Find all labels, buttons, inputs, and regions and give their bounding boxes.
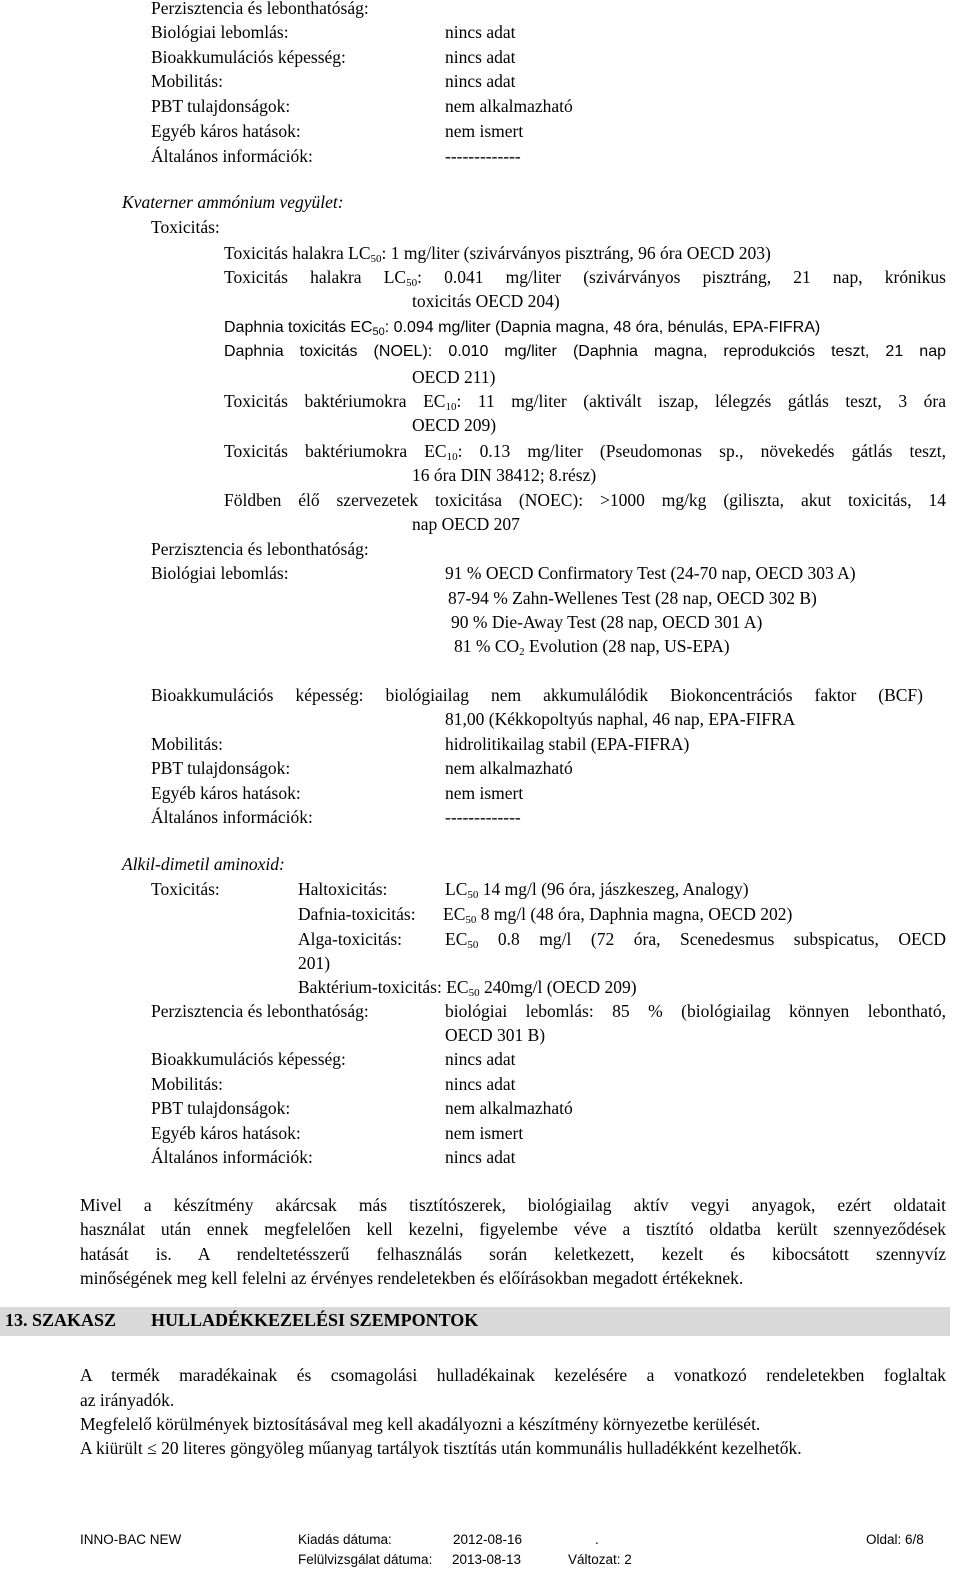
tox-line: Toxicitás baktériumokra $EC_{10}$: 0.13 mg/liter (Pseudomonas sp., növekedés gátlás teszt, <box>224 441 946 463</box>
row-value: nincs adat <box>445 47 516 67</box>
bioaccumulation-cont: 81,00 (Kékkopoltyús naphal, 46 nap, EPA-FIFRA <box>445 709 796 729</box>
persistence-value-cont: OECD 301 B) <box>445 1025 546 1045</box>
row-value: nincs adat <box>445 1147 516 1167</box>
row-value: nincs adat <box>445 22 516 42</box>
row-label: Egyéb káros hatások: <box>151 1123 301 1143</box>
footer-product: INNO-BAC NEW <box>80 1532 182 1547</box>
row-value: nem ismert <box>445 121 524 141</box>
paragraph-line: használat után ennek megfelelően kell kezelni, figyelembe véve a tisztító oldatba került szennyeződések <box>80 1219 946 1239</box>
paragraph-line: Mivel a készítmény akárcsak más tisztítószerek, biológiailag aktív vegyi anyagok, ezért oldatait <box>80 1195 946 1215</box>
row-value: nincs adat <box>445 1074 516 1094</box>
tox-sub-label: Alga-toxicitás: <box>298 929 403 949</box>
row-label: Biológiai lebomlás: <box>151 22 289 42</box>
tox-line: Földben élő szervezetek toxicitása (NOEC): >1000 mg/kg (giliszta, akut toxicitás, 14 <box>224 490 946 510</box>
tox-line-cont: nap OECD 207 <box>412 514 520 534</box>
row-value: nem alkalmazható <box>445 758 573 778</box>
footer-issue-label: Kiadás dátuma: <box>298 1532 392 1547</box>
row-label: Bioakkumulációs képesség: <box>151 47 346 67</box>
row-value: nem ismert <box>445 1123 524 1143</box>
row-label: Egyéb káros hatások: <box>151 783 301 803</box>
section-text-line: Megfelelő körülmények biztosításával meg kell akadályozni a készítmény környezetbe kerülését. <box>80 1414 761 1434</box>
tox-sub-cont: 201) <box>298 953 331 973</box>
tox-sub-label: Dafnia-toxicitás: <box>298 904 416 924</box>
row-value: ------------- <box>445 146 521 166</box>
row-label: Mobilitás: <box>151 1074 223 1094</box>
row-label: Mobilitás: <box>151 734 223 754</box>
row-value: nincs adat <box>445 71 516 91</box>
row-label: Mobilitás: <box>151 71 223 91</box>
tox-sub-value: $LC_{50}$ 14 mg/l (96 óra, jászkeszeg, Analogy) <box>445 879 749 901</box>
bio-value: 90 % Die-Away Test (28 nap, OECD 301 A) <box>451 612 763 632</box>
footer-page: Oldal: 6/8 <box>866 1532 924 1547</box>
tox-line: Daphnia toxicitás (NOEL): 0.010 mg/liter (Daphnia magna, reprodukciós teszt, 21 nap <box>224 343 946 360</box>
tox-line-cont: OECD 209) <box>412 415 497 435</box>
toxicity-label: Toxicitás: <box>151 879 220 899</box>
tox-sub-label: Haltoxicitás: <box>298 879 388 899</box>
footer-review-date: 2013-08-13 <box>452 1552 522 1567</box>
tox-line: Toxicitás halakra $LC_{50}$: 1 mg/liter (szivárványos pisztráng, 96 óra OECD 203) <box>224 243 771 265</box>
row-label: Általános információk: <box>151 146 313 166</box>
footer-review-label: Felülvizsgálat dátuma: <box>298 1552 433 1567</box>
bio-value: 81 % $CO_2$ Evolution (28 nap, US-EPA) <box>454 636 730 658</box>
section-number: 13. SZAKASZ <box>5 1310 117 1330</box>
toxicity-label: Toxicitás: <box>151 217 220 237</box>
row-label: PBT tulajdonságok: <box>151 758 291 778</box>
section-title: HULLADÉKKEZELÉSI SZEMPONTOK <box>151 1310 479 1330</box>
row-label: PBT tulajdonságok: <box>151 96 291 116</box>
substance-title: Kvaterner ammónium vegyület: <box>122 192 344 212</box>
tox-line: Daphnia toxicitás $EC_{50}$: 0.094 mg/liter (Dapnia magna, 48 óra, bénulás, EPA-FIFRA) <box>224 319 821 338</box>
section-text-line: A termék maradékainak és csomagolási hulladékainak kezelésére a vonatkozó rendeletekben foglaltak <box>80 1365 946 1385</box>
tox-sub-value: $EC_{50}$ 0.8 mg/l (72 óra, Scenedesmus subspicatus, OECD <box>445 929 946 951</box>
row-value: hidrolitikailag stabil (EPA-FIFRA) <box>445 734 690 754</box>
section-header <box>0 1307 950 1336</box>
persistence-heading: Perzisztencia és lebonthatóság: <box>151 539 369 559</box>
persistence-heading: Perzisztencia és lebonthatóság: <box>151 0 369 18</box>
tox-line: Toxicitás baktériumokra $EC_{10}$: 11 mg/liter (aktivált iszap, lélegzés gátlás teszt, 3 óra <box>224 391 946 413</box>
tox-line-cont: toxicitás OECD 204) <box>412 291 560 311</box>
persistence-label: Perzisztencia és lebonthatóság: <box>151 1001 369 1021</box>
row-value: nem alkalmazható <box>445 96 573 116</box>
paragraph-line: minőségének meg kell felelni az érvényes rendeletekben és előírásokban megadott értékeknek. <box>80 1268 744 1288</box>
tox-line-cont: OECD 211) <box>412 367 496 387</box>
row-value: nem alkalmazható <box>445 1098 573 1118</box>
row-label: Bioakkumulációs képesség: <box>151 1049 346 1069</box>
section-text-line: az irányadók. <box>80 1390 175 1410</box>
row-label: Egyéb káros hatások: <box>151 121 301 141</box>
bio-label: Biológiai lebomlás: <box>151 563 289 583</box>
footer-dot: . <box>595 1532 599 1547</box>
persistence-value: biológiai lebomlás: 85 % (biológiailag könnyen lebontható, <box>445 1001 946 1021</box>
paragraph-line: hatását is. A rendeltetésszerű felhasználás során keletkezett, kezelt és kibocsátott szennyvíz <box>80 1244 946 1264</box>
row-label: Általános információk: <box>151 807 313 827</box>
tox-sub-line: Baktérium-toxicitás: $EC_{50}$ 240mg/l (OECD 209) <box>298 977 637 999</box>
section-text-line: A kiürült ≤ 20 literes göngyöleg műanyag tartályok tisztítás után kommunális hulladékként kezelhetők. <box>80 1438 802 1458</box>
footer-issue-date: 2012-08-16 <box>453 1532 523 1547</box>
tox-sub-value: $EC_{50}$ 8 mg/l (48 óra, Daphnia magna, OECD 202) <box>443 904 793 926</box>
substance-title: Alkil-dimetil aminoxid: <box>122 854 285 874</box>
footer-version: Változat: 2 <box>568 1552 632 1567</box>
tox-line-cont: 16 óra DIN 38412; 8.rész) <box>412 465 597 485</box>
row-value: nem ismert <box>445 783 524 803</box>
bio-value: 87-94 % Zahn-Wellenes Test (28 nap, OECD 302 B) <box>448 588 817 608</box>
tox-line: Toxicitás halakra $LC_{50}$: 0.041 mg/liter (szivárványos pisztráng, 21 nap, krónikus <box>224 267 946 289</box>
bio-value: 91 % OECD Confirmatory Test (24-70 nap, OECD 303 A) <box>445 563 856 583</box>
row-value: ------------- <box>445 807 521 827</box>
bioaccumulation-line: Bioakkumulációs képesség: biológiailag nem akkumulálódik Biokoncentrációs faktor (BCF) <box>151 685 923 705</box>
row-label: Általános információk: <box>151 1147 313 1167</box>
row-label: PBT tulajdonságok: <box>151 1098 291 1118</box>
row-value: nincs adat <box>445 1049 516 1069</box>
